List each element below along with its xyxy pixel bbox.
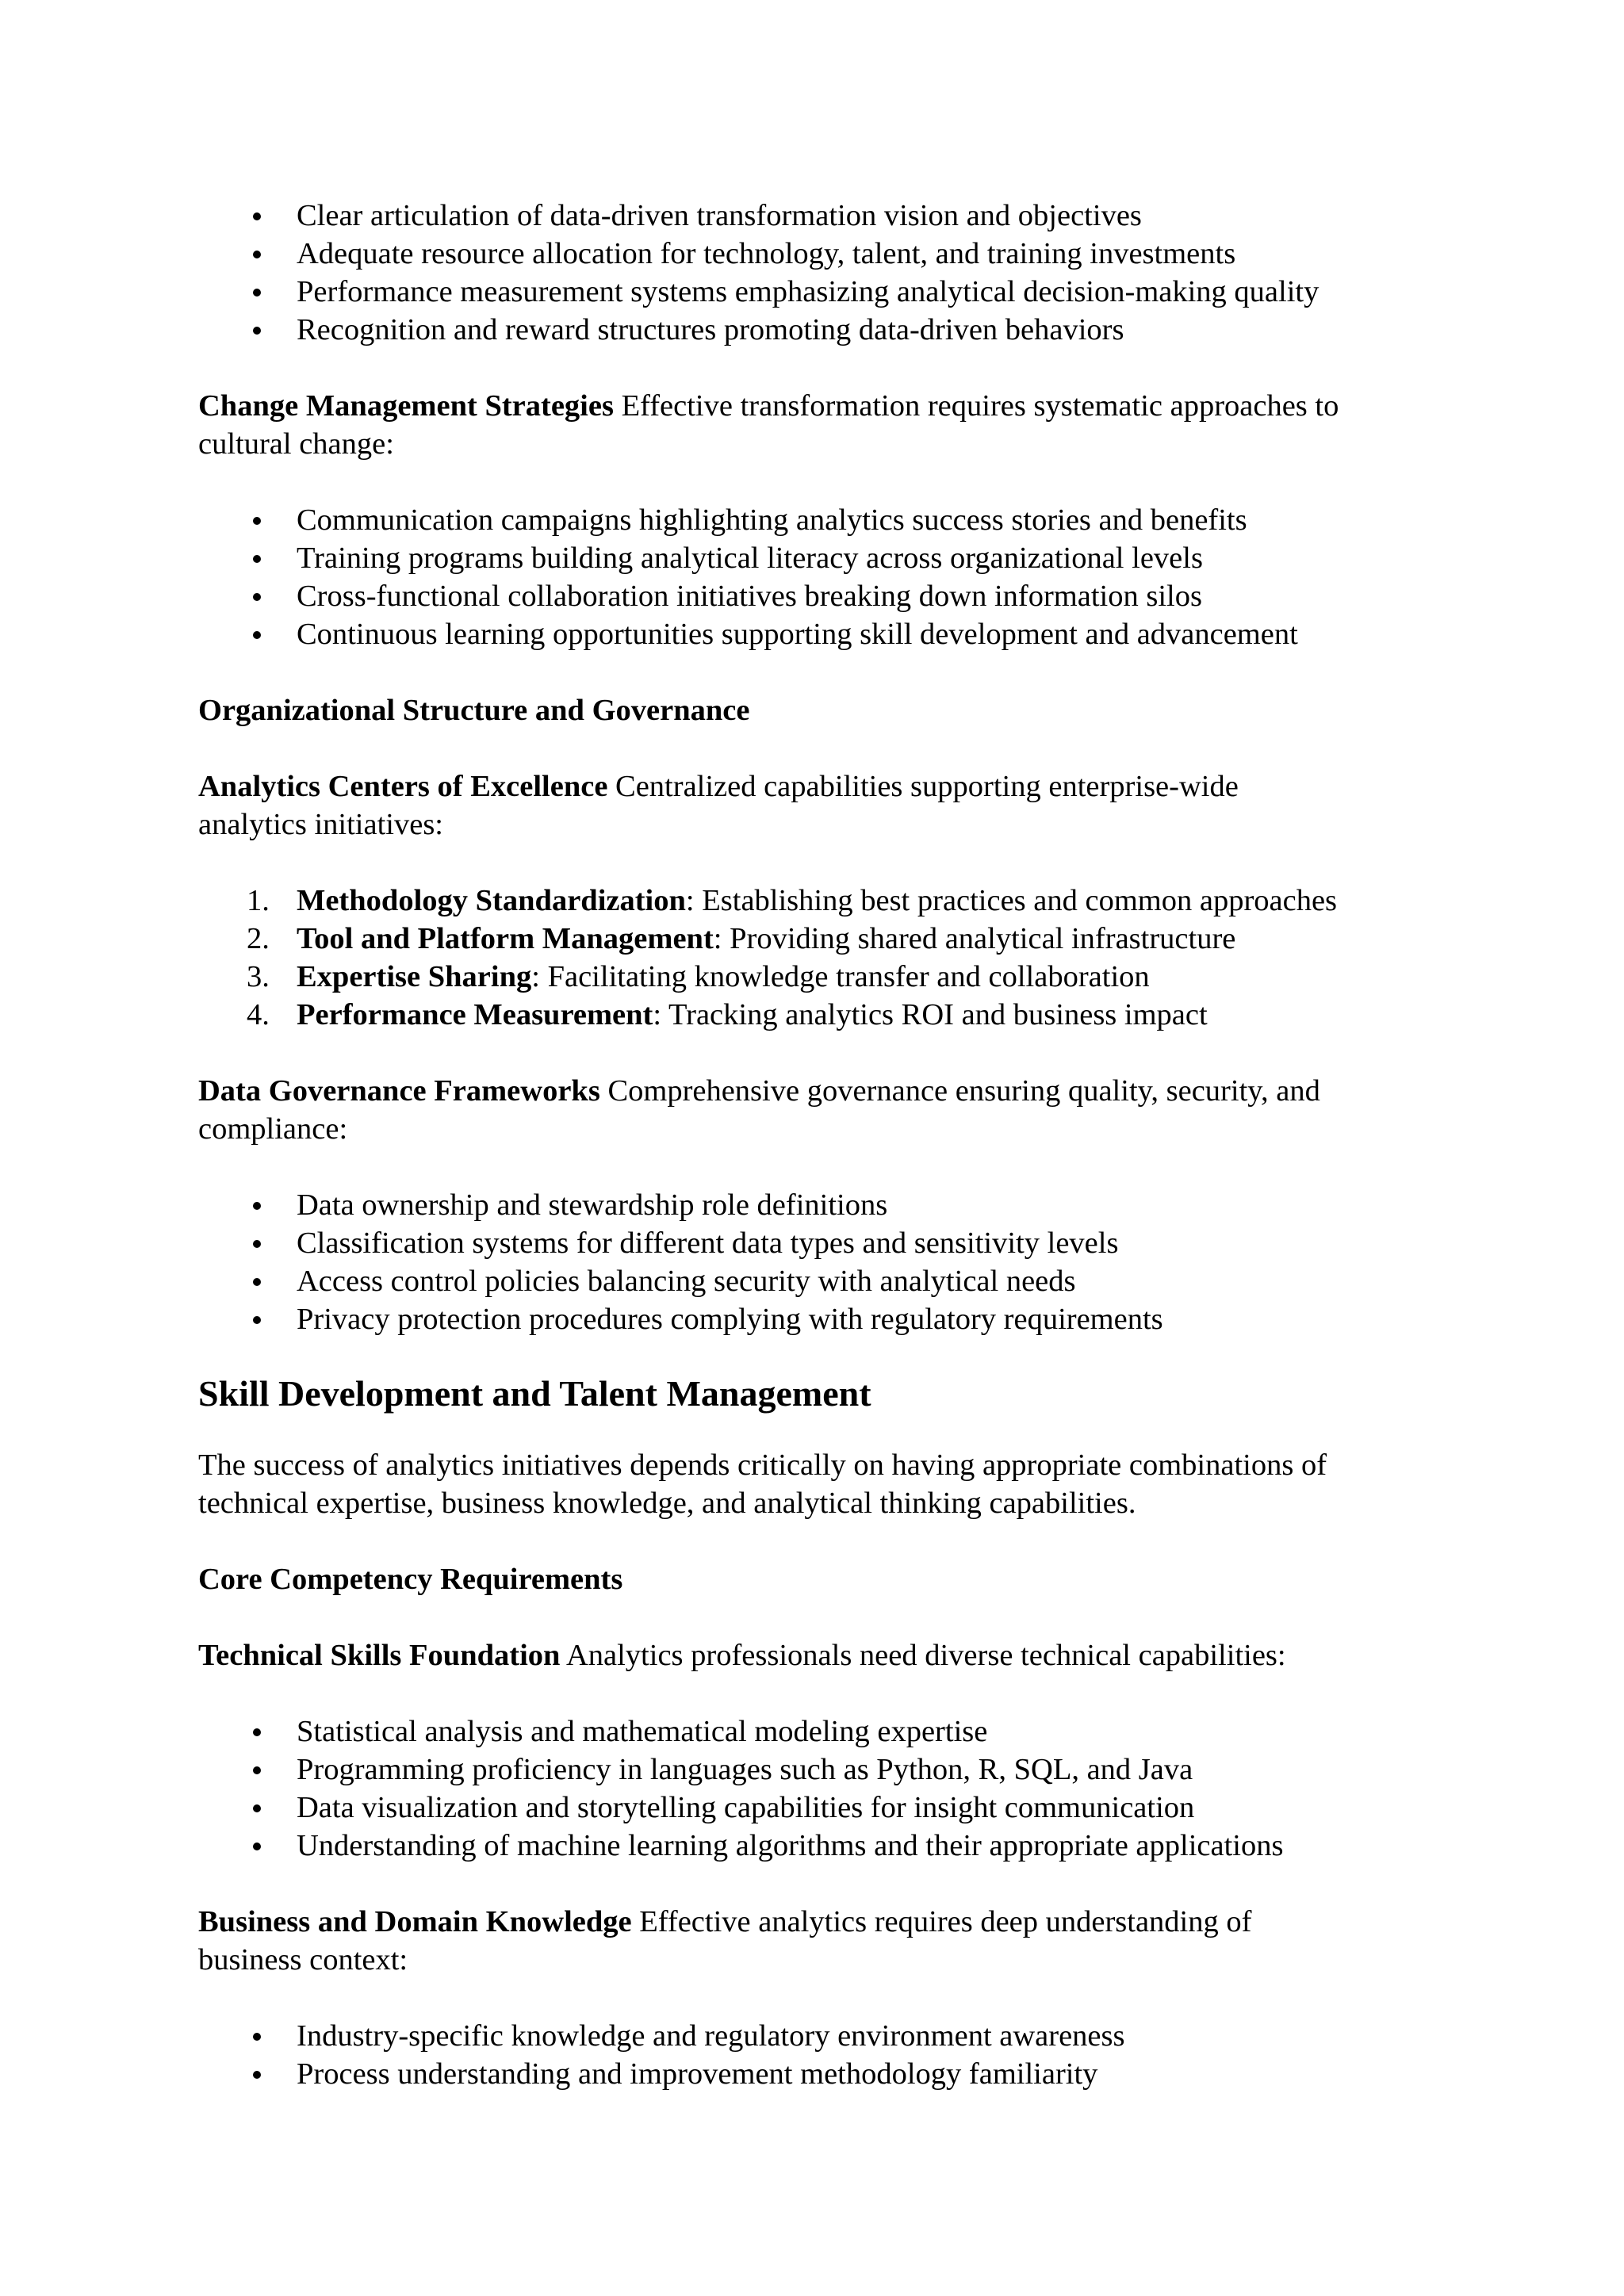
list-item: Performance measurement systems emphasizing analytical decision-making quality <box>198 273 1435 311</box>
data-governance-title: Data Governance Frameworks <box>198 1074 600 1108</box>
list-item: Data visualization and storytelling capabilities for insight communication <box>198 1789 1435 1827</box>
change-management-list <box>198 501 1435 653</box>
list-item <box>198 958 1435 996</box>
data-governance-text-cont: compliance: <box>198 1112 348 1146</box>
coe-title: Analytics Centers of Excellence <box>198 770 608 803</box>
list-item: Process understanding and improvement methodology familiarity <box>198 2055 1435 2093</box>
list-desc: : Facilitating knowledge transfer and collaboration <box>531 960 1150 993</box>
data-governance-paragraph <box>198 1072 1435 1148</box>
list-number: 2. <box>247 922 270 955</box>
document-page <box>198 197 1435 2093</box>
data-governance-text: Comprehensive governance ensuring quality, security, and <box>599 1074 1320 1108</box>
technical-skills-title: Technical Skills Foundation <box>198 1639 561 1672</box>
list-item: Privacy protection procedures complying with regulatory requirements <box>198 1300 1435 1338</box>
list-item: Communication campaigns highlighting analytics success stories and benefits <box>198 501 1435 539</box>
list-desc: : Tracking analytics ROI and business impact <box>653 998 1208 1031</box>
list-desc: : Providing shared analytical infrastructure <box>713 922 1236 955</box>
list-term: Expertise Sharing <box>297 960 532 993</box>
change-management-paragraph <box>198 387 1435 463</box>
data-governance-list <box>198 1186 1435 1338</box>
list-item: Data ownership and stewardship role definitions <box>198 1186 1435 1224</box>
list-number: 4. <box>247 998 270 1031</box>
list-item <box>198 882 1435 920</box>
list-number: 3. <box>247 960 270 993</box>
list-item: Access control policies balancing security with analytical needs <box>198 1262 1435 1300</box>
list-item <box>198 920 1435 958</box>
list-item: Continuous learning opportunities supporting skill development and advancement <box>198 615 1435 653</box>
list-desc: : Establishing best practices and common approaches <box>685 884 1338 917</box>
list-term: Performance Measurement <box>297 998 653 1031</box>
change-management-text-cont: cultural change: <box>198 427 394 461</box>
list-item: Clear articulation of data-driven transformation vision and objectives <box>198 197 1435 235</box>
intro-text: The success of analytics initiatives depends critically on having appropriate combinations of <box>198 1448 1327 1482</box>
coe-text-cont: analytics initiatives: <box>198 808 443 841</box>
technical-skills-text: Analytics professionals need diverse technical capabilities: <box>560 1639 1286 1672</box>
list-item: Recognition and reward structures promoting data-driven behaviors <box>198 311 1435 349</box>
coe-paragraph <box>198 767 1435 844</box>
list-item: Cross-functional collaboration initiatives breaking down information silos <box>198 577 1435 615</box>
section-heading: Skill Development and Talent Management <box>198 1373 871 1414</box>
list-item: Statistical analysis and mathematical modeling expertise <box>198 1712 1435 1751</box>
list-item: Training programs building analytical literacy across organizational levels <box>198 539 1435 577</box>
list-item: Programming proficiency in languages such as Python, R, SQL, and Java <box>198 1751 1435 1789</box>
list-item: Industry-specific knowledge and regulatory environment awareness <box>198 2017 1435 2055</box>
business-knowledge-text-cont: business context: <box>198 1943 408 1976</box>
list-term: Tool and Platform Management <box>297 922 714 955</box>
list-number: 1. <box>247 884 270 917</box>
transformation-vision-list <box>198 197 1435 349</box>
coe-text: Centralized capabilities supporting enterprise-wide <box>607 770 1239 803</box>
technical-skills-paragraph <box>198 1636 1435 1674</box>
list-item <box>198 996 1435 1034</box>
business-knowledge-text: Effective analytics requires deep understanding of <box>631 1905 1252 1938</box>
list-item: Classification systems for different data types and sensitivity levels <box>198 1224 1435 1262</box>
technical-skills-list <box>198 1712 1435 1865</box>
list-term: Methodology Standardization <box>297 884 686 917</box>
intro-text-cont: technical expertise, business knowledge, and analytical thinking capabilities. <box>198 1487 1136 1520</box>
core-competency-heading: Core Competency Requirements <box>198 1563 623 1596</box>
list-item: Adequate resource allocation for technology, talent, and training investments <box>198 235 1435 273</box>
change-management-title: Change Management Strategies <box>198 389 614 423</box>
coe-numbered-list <box>198 882 1435 1034</box>
business-knowledge-paragraph <box>198 1903 1435 1979</box>
change-management-text: Effective transformation requires systematic approaches to <box>613 389 1339 423</box>
business-knowledge-list <box>198 2017 1435 2093</box>
business-knowledge-title: Business and Domain Knowledge <box>198 1905 632 1938</box>
list-item: Understanding of machine learning algorithms and their appropriate applications <box>198 1827 1435 1865</box>
org-structure-heading: Organizational Structure and Governance <box>198 694 750 727</box>
intro-paragraph <box>198 1446 1435 1522</box>
